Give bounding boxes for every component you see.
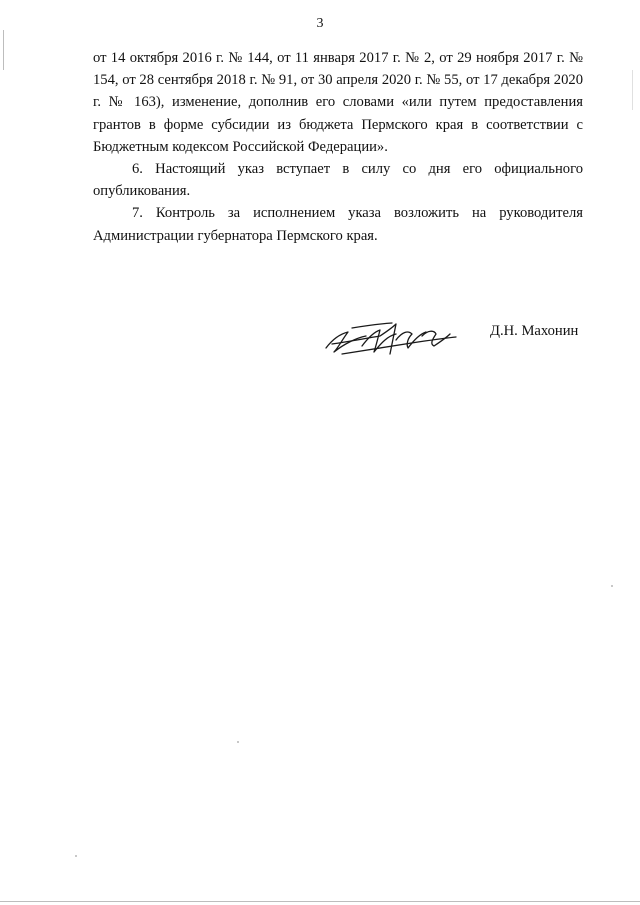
handwritten-signature — [322, 318, 460, 362]
page-number: 3 — [316, 16, 324, 31]
bottom-scan-edge — [0, 901, 640, 902]
signer-name: Д.Н. Махонин — [490, 323, 579, 339]
document-body — [93, 47, 583, 247]
item-7: 7. Контроль за исполнением указа возложить на руководителя Администрации губернатора Пермского края. — [93, 205, 583, 244]
scan-speck — [75, 855, 77, 857]
paragraph-continuation: от 14 октября 2016 г. № 144, от 11 января 2017 г. № 2, от 29 ноября 2017 г. № 154, от 28 сентября 2018 г. № 91, от 30 апреля 2020 г. № 55, от 17 декабря 2020 г. № 163), изменение, дополнив его словами «или путем предоставления грантов в форме субсидии из бюджета Пермского края в соответствии с Бюджетным кодексом Российской Федерации». — [93, 50, 583, 155]
scan-speck — [611, 585, 613, 587]
scan-speck — [237, 741, 239, 743]
right-scan-edge — [632, 70, 633, 110]
item-6: 6. Настоящий указ вступает в силу со дня его официального опубликования. — [93, 161, 583, 200]
left-scan-edge — [3, 30, 4, 70]
